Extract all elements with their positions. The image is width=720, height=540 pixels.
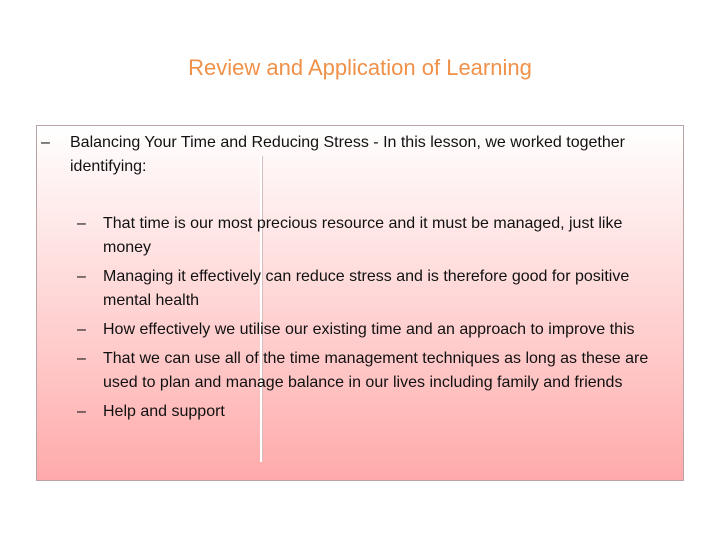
bullet-dash-icon: – [77, 268, 86, 285]
sub-bullet-text: That we can use all of the time management techniques as long as these are used to plan and manage balance in our lives including family and friends [103, 350, 649, 391]
content-box [36, 125, 684, 481]
sub-bullet-text: Managing it effectively can reduce stress and is therefore good for positive mental health [103, 268, 630, 309]
sub-bullet-item [37, 347, 677, 395]
main-bullet [37, 131, 657, 179]
sub-bullet-text: Help and support [103, 403, 225, 420]
sub-bullet-list [37, 212, 677, 429]
sub-bullet-item [37, 212, 677, 260]
bullet-dash-icon: – [77, 350, 86, 367]
slide-title: Review and Application of Learning [188, 55, 532, 80]
bullet-dash-icon: – [77, 215, 86, 232]
bullet-dash-icon: – [77, 321, 86, 338]
bullet-dash-icon: – [41, 134, 50, 151]
sub-bullet-item [37, 400, 677, 424]
sub-bullet-text: That time is our most precious resource and it must be managed, just like money [103, 215, 623, 256]
sub-bullet-item [37, 265, 677, 313]
sub-bullet-text: How effectively we utilise our existing time and an approach to improve this [103, 321, 635, 338]
bullet-dash-icon: – [77, 403, 86, 420]
main-bullet-text: Balancing Your Time and Reducing Stress - In this lesson, we worked together identifying: [70, 134, 625, 175]
sub-bullet-item [37, 318, 677, 342]
